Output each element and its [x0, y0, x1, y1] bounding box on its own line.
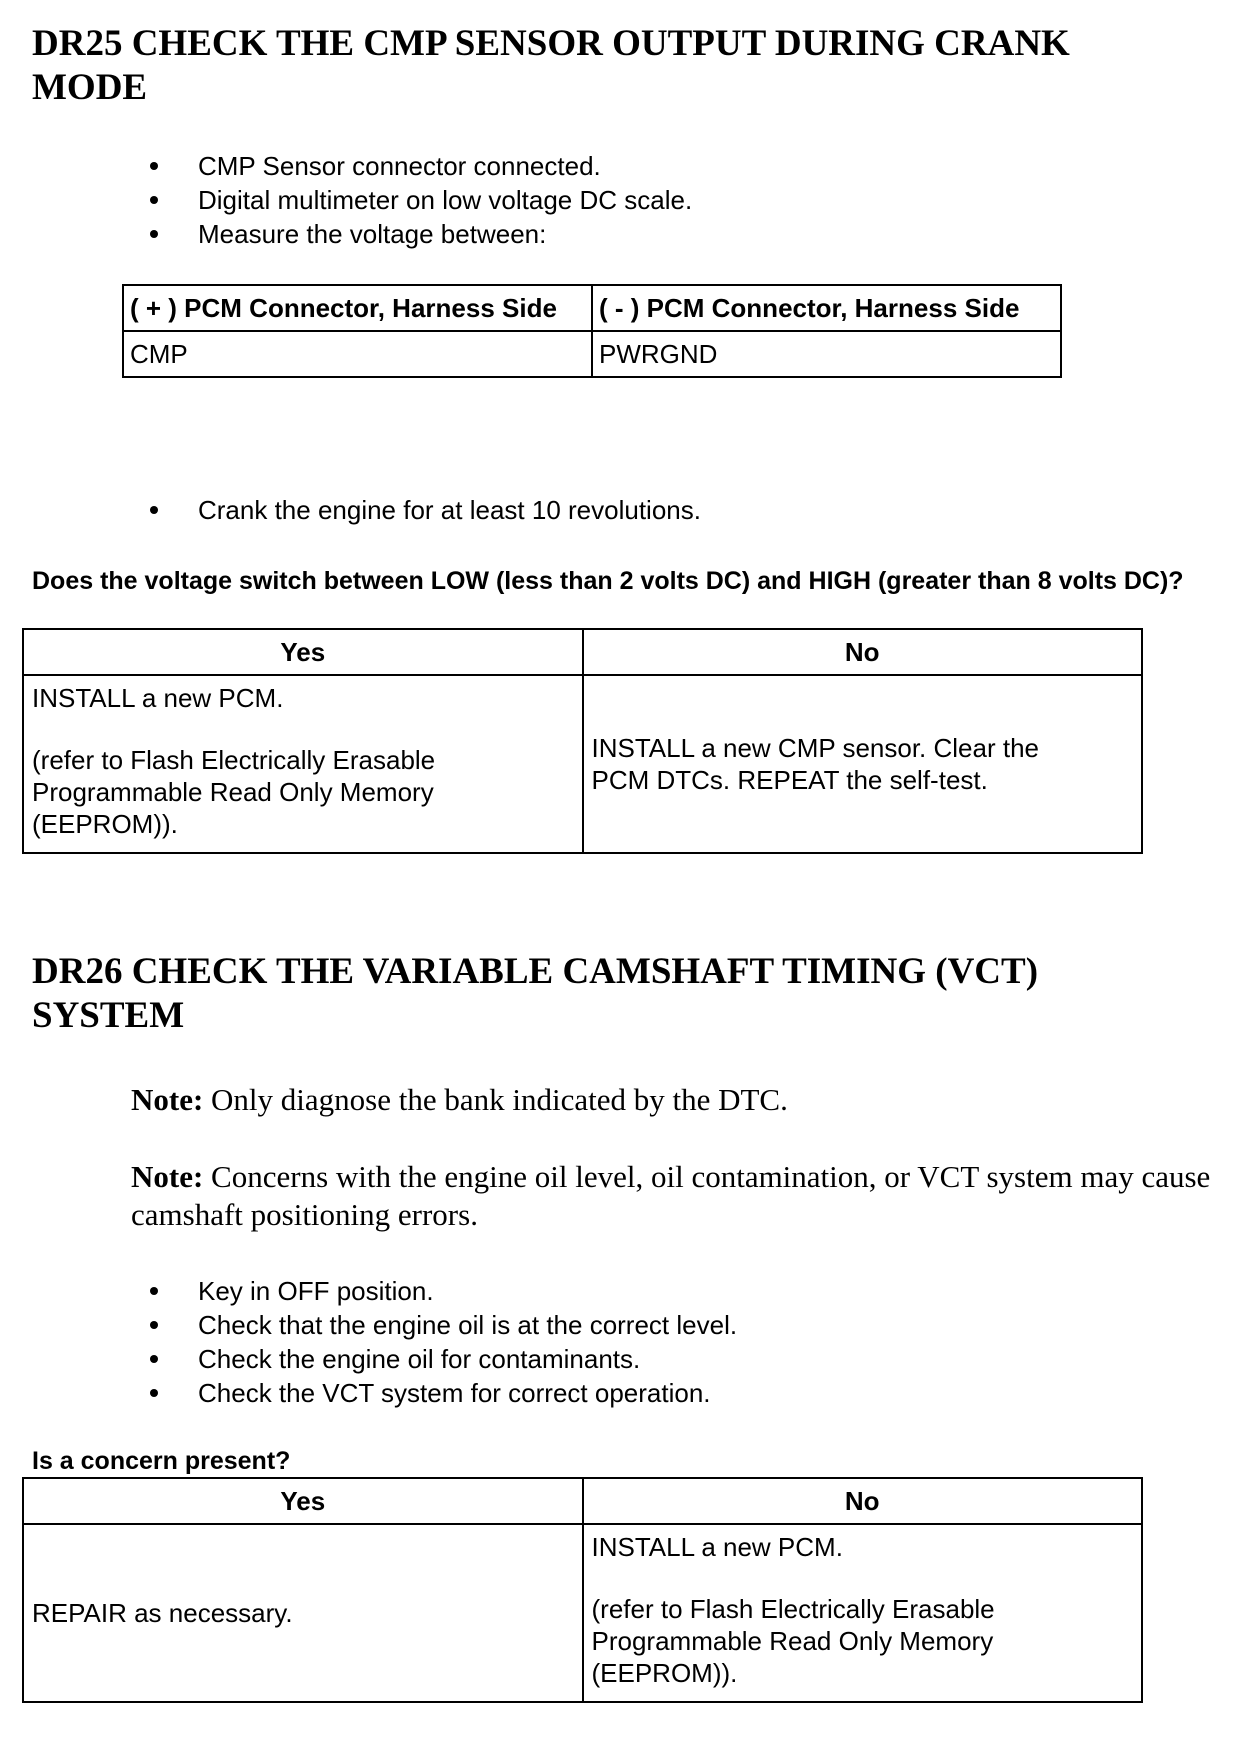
note-text: Concerns with the engine oil level, oil contamination, or VCT system may cause camshaft positioning errors.: [131, 1159, 1211, 1232]
yes-cell: [23, 675, 583, 853]
list-item: Key in OFF position.: [0, 1274, 737, 1308]
dr25-bullet-list: [0, 149, 692, 251]
list-item: Check the engine oil for contaminants.: [0, 1342, 737, 1376]
yes-header: Yes: [23, 1478, 583, 1524]
minus-pin-header: ( - ) PCM Connector, Harness Side: [592, 285, 1061, 331]
table-header-row: [123, 285, 1061, 331]
dr25-answer-table: [22, 628, 1143, 854]
dr25-heading: [32, 22, 1192, 110]
minus-pin-cell: PWRGND: [592, 331, 1061, 377]
table-header-row: [23, 629, 1142, 675]
list-item: Measure the voltage between:: [0, 217, 692, 251]
note-label: Note:: [131, 1082, 204, 1117]
dr25-question: Does the voltage switch between LOW (less than 2 volts DC) and HIGH (greater than 8 volts DC)?: [32, 567, 1184, 595]
dr25-heading-line1: DR25 CHECK THE CMP SENSOR OUTPUT DURING CRANK: [32, 23, 1070, 64]
table-row: [123, 331, 1061, 377]
bullet-icon: [150, 1287, 158, 1295]
yes-action: REPAIR as necessary.: [32, 1598, 293, 1628]
list-item: Crank the engine for at least 10 revolutions.: [0, 493, 701, 527]
no-action: INSTALL a new CMP sensor. Clear the PCM DTCs. REPEAT the self-test.: [591, 733, 1039, 795]
no-header: No: [583, 1478, 1143, 1524]
dr26-bullet-list: [0, 1274, 737, 1410]
bullet-icon: [150, 1355, 158, 1363]
note-label: Note:: [131, 1159, 204, 1194]
dr26-note-2: [131, 1158, 1221, 1234]
table-row: [23, 675, 1142, 853]
yes-header: Yes: [23, 629, 583, 675]
dr26-answer-table: [22, 1477, 1143, 1703]
table-row: [23, 1524, 1142, 1702]
table-header-row: [23, 1478, 1142, 1524]
dr26-heading: [32, 950, 1192, 1038]
dr25-measure-table: [122, 284, 1062, 378]
bullet-icon: [150, 1389, 158, 1397]
list-item: Check that the engine oil is at the correct level.: [0, 1308, 737, 1342]
dr25-heading-line2: MODE: [32, 67, 148, 108]
dr26-heading-line2: SYSTEM: [32, 995, 185, 1036]
no-action: INSTALL a new PCM.: [591, 1532, 843, 1562]
yes-cell: [23, 1524, 583, 1702]
no-reference: (refer to Flash Electrically Erasable Programmable Read Only Memory (EEPROM)).: [591, 1594, 995, 1688]
bullet-icon: [150, 506, 158, 514]
dr26-question: Is a concern present?: [32, 1447, 291, 1475]
yes-action: INSTALL a new PCM.: [32, 683, 284, 713]
no-cell: [583, 1524, 1143, 1702]
bullet-icon: [150, 162, 158, 170]
dr26-note-1: [131, 1081, 1231, 1119]
list-item: Digital multimeter on low voltage DC scale.: [0, 183, 692, 217]
plus-pin-cell: CMP: [123, 331, 592, 377]
bullet-icon: [150, 1321, 158, 1329]
dr25-crank-list: [0, 493, 701, 527]
list-item: Check the VCT system for correct operation.: [0, 1376, 737, 1410]
list-item: CMP Sensor connector connected.: [0, 149, 692, 183]
note-text: Only diagnose the bank indicated by the DTC.: [211, 1082, 788, 1117]
no-cell: [583, 675, 1143, 853]
no-header: No: [583, 629, 1143, 675]
dr26-heading-line1: DR26 CHECK THE VARIABLE CAMSHAFT TIMING (VCT): [32, 951, 1039, 992]
bullet-icon: [150, 196, 158, 204]
bullet-icon: [150, 230, 158, 238]
plus-pin-header: ( + ) PCM Connector, Harness Side: [123, 285, 592, 331]
yes-reference: (refer to Flash Electrically Erasable Programmable Read Only Memory (EEPROM)).: [32, 745, 436, 839]
